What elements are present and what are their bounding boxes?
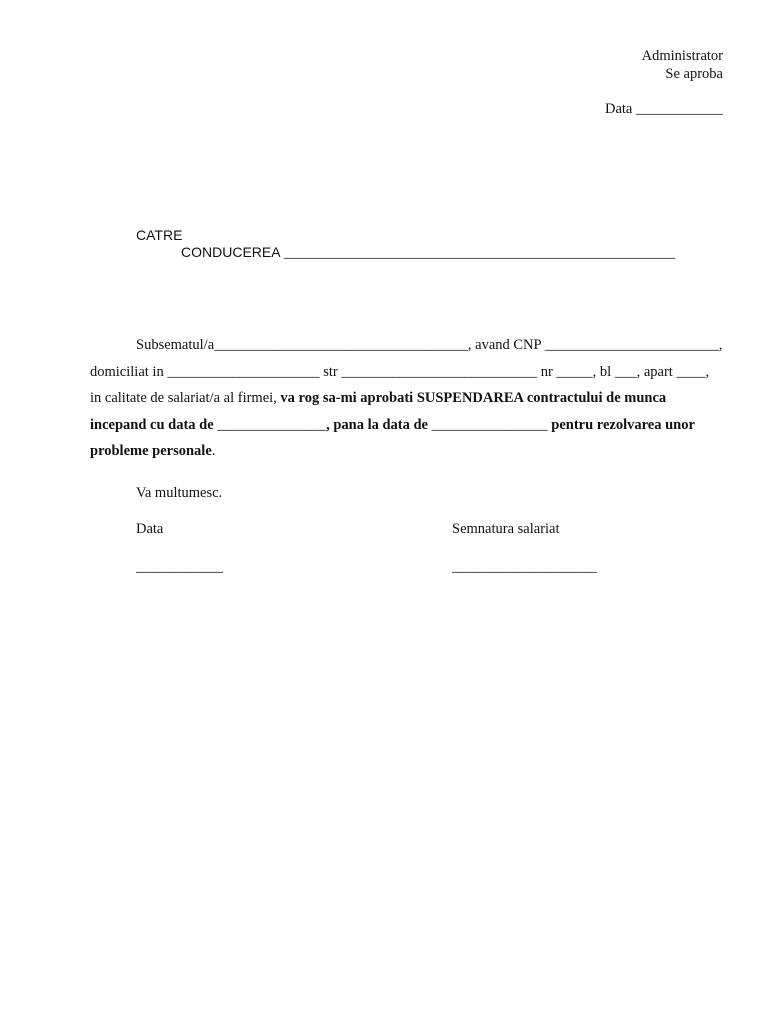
end-date-label: , pana la data de	[326, 416, 432, 433]
addressee-conducerea: CONDUCEREA	[181, 244, 280, 260]
line-2-comma: ,	[705, 363, 710, 380]
signature-blank: ____________________	[452, 559, 597, 575]
thanks-text: Va multumesc.	[136, 485, 223, 501]
str-blank: ___________________________	[341, 363, 538, 380]
end-date-blank: ________________	[431, 416, 548, 433]
str-label: str	[319, 363, 342, 380]
approval-date-line	[605, 100, 723, 118]
body-line-3	[90, 385, 724, 412]
addressee-conducerea-line	[181, 243, 675, 262]
nr-blank: _____	[556, 363, 593, 380]
apart-label: , apart	[636, 363, 677, 380]
request-body	[90, 332, 724, 465]
body-line-2	[90, 359, 724, 386]
domiciliat-blank: _____________________	[167, 363, 320, 380]
name-blank: ___________________________________	[214, 337, 468, 353]
domiciliat-label: domiciliat in	[90, 363, 168, 380]
addressee-catre: CATRE	[136, 227, 183, 243]
body-line-5	[90, 438, 724, 465]
cnp-label: , avand CNP	[467, 337, 545, 353]
addressee-blank: ______________________________________________________	[283, 245, 676, 261]
signature-date-label: Data	[136, 521, 164, 537]
start-date-blank: _______________	[217, 416, 327, 433]
reason-personal: probleme personale	[90, 443, 212, 459]
line-1-comma: ,	[718, 337, 723, 353]
administrator-label: Administrator	[641, 48, 723, 64]
body-line-4	[90, 412, 724, 439]
signature-label: Semnatura salariat	[452, 521, 560, 537]
approval-date-blank: ____________	[636, 101, 723, 117]
start-date-label: incepand cu data de	[90, 416, 218, 433]
salariat-text: in calitate de salariat/a al firmei,	[90, 390, 281, 406]
bl-label: , bl	[592, 363, 615, 380]
bl-blank: ___	[614, 363, 637, 380]
signature-date-blank: ____________	[136, 559, 223, 575]
request-statement: va rog sa-mi aprobati SUSPENDAREA contractului de munca	[280, 390, 667, 406]
final-period: .	[211, 443, 216, 459]
approval-date-label: Data	[605, 101, 633, 117]
nr-label: nr	[537, 363, 557, 380]
approval-label: Se aproba	[665, 66, 723, 82]
apart-blank: ____	[676, 363, 706, 380]
body-subsemnatul: Subsematul/a	[136, 337, 215, 353]
reason-text: pentru rezolvarea unor	[547, 416, 695, 433]
body-line-1	[90, 332, 724, 359]
cnp-blank: ________________________	[544, 337, 719, 353]
